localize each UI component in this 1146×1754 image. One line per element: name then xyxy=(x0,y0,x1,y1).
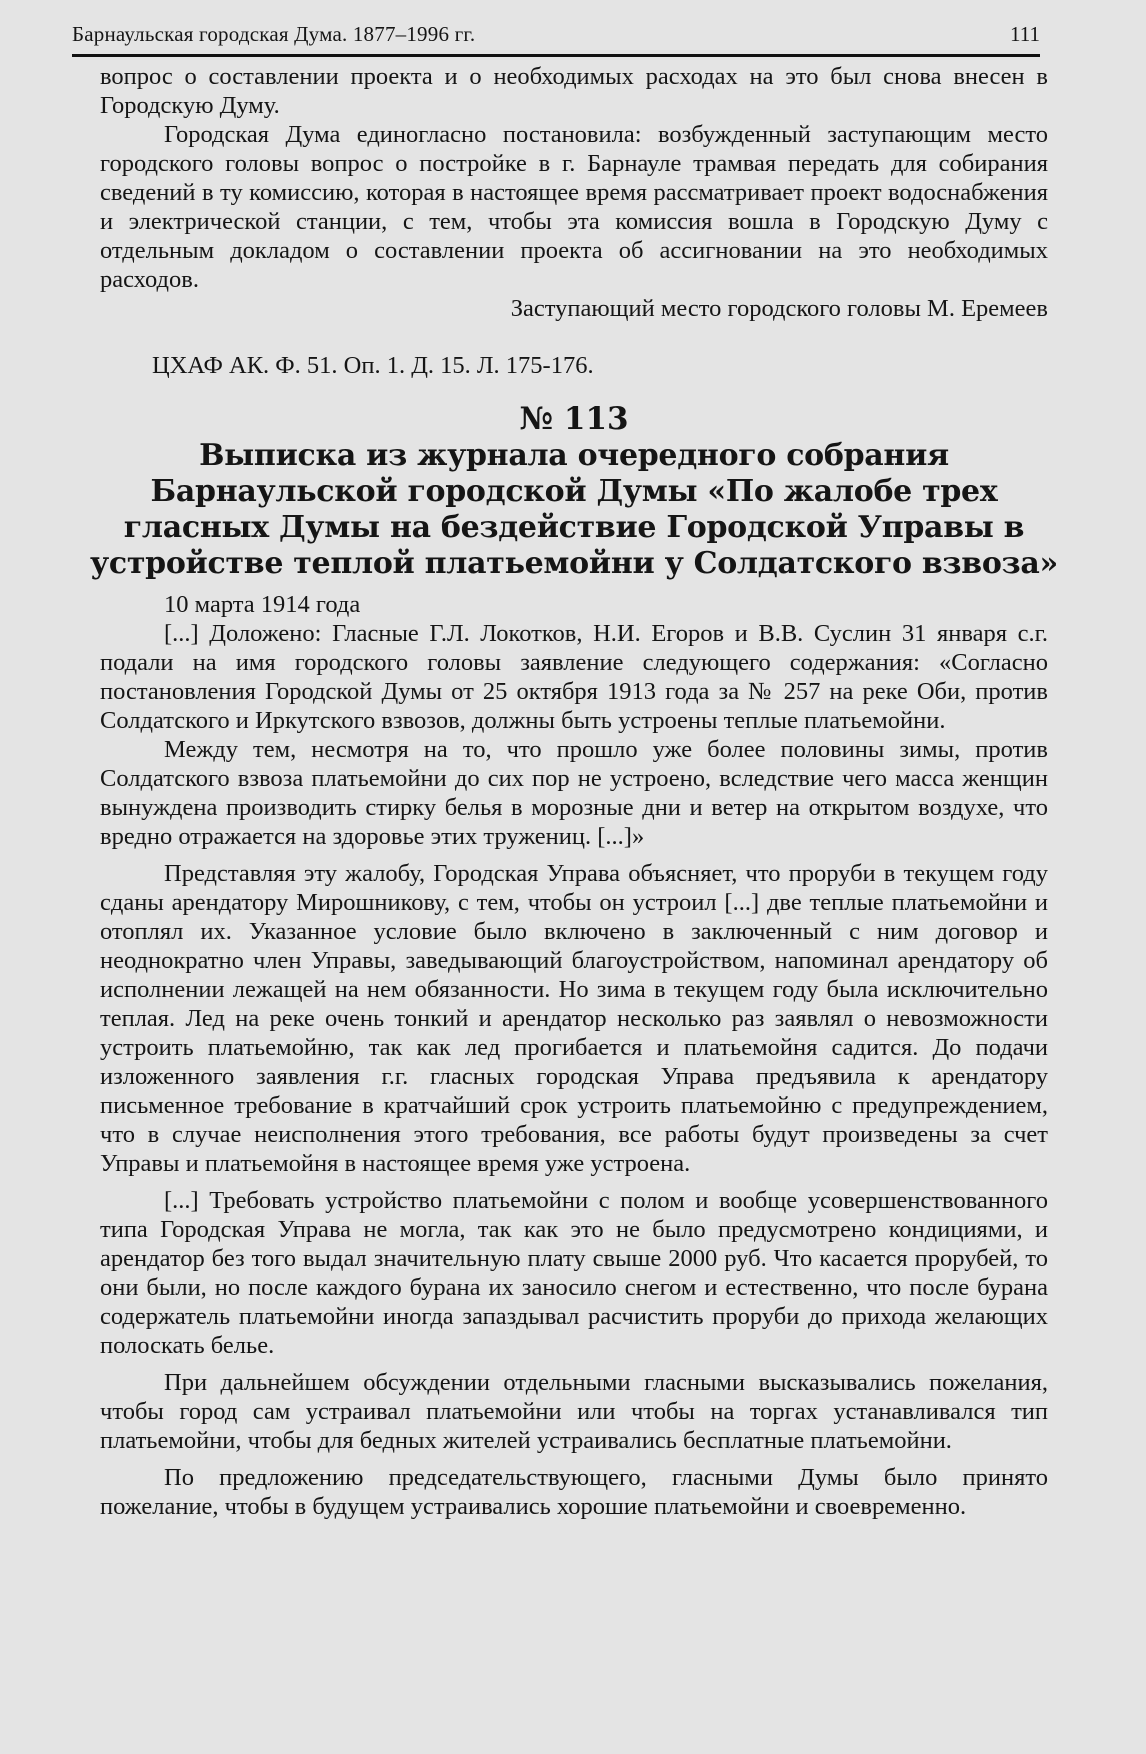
page-body xyxy=(90,62,1058,1521)
body-paragraph: Представляя эту жалобу, Городская Управа объясняет, что проруби в текущем году сданы арендатору Мирошникову, с тем, чтобы он устроил [...] две теплые платьемойни и отоплял их. Указанное условие было включено в заключенный с ним договор и неоднократно член Управы, заведывающий благоустройством, напоминал арендатору об исполнении лежащей на нем обязанности. Но зима в текущем году была исключительно теплая. Лед на реке очень тонкий и арендатор несколько раз заявлял о невозможности устроить платьемойню, так как лед прогибается и платьемойня садится. До подачи изложенного заявления г.г. гласных городская Управа предъявила к арендатору письменное требование в кратчайший срок устроить платьемойню с предупреждением, что в случае неисполнения этого требования, все работы будут произведены за счет Управы и платьемойня в настоящее время уже устроена. xyxy=(100,860,1048,1177)
body-paragraph: [...] Требовать устройство платьемойни с полом и вообще усовершенствованного типа Городская Управа не могла, так как это не было предусмотрено кондициями, и арендатор без того выдал значительную плату свыше 2000 руб. Что касается прорубей, то они были, но после каждого бурана их заносило снегом и естественно, что после бурана содержатель платьемойни иногда запаздывал расчистить проруби до прихода желающих полоскать белье. xyxy=(100,1187,1048,1359)
previous-doc-resolution: Городская Дума единогласно постановила: возбужденный заступающим место городского головы вопрос о постройке в г. Барнауле трамвая передать для собирания сведений в ту комиссию, которая в настоящее время рассматривает проект водоснабжения и электрической станции, с тем, чтобы эта комиссия вошла в Городскую Думу с отдельным докладом о составлении проекта об ассигновании на это необходимых расходов. xyxy=(100,121,1048,293)
document-number: № 113 xyxy=(519,401,629,437)
document-title: Выписка из журнала очередного собрания Барнаульской городской Думы «По жалобе трех гласных Думы на бездействие Городской Управы в устройстве теплой платьемойни у Солдатского взвоза» xyxy=(90,438,1058,581)
header-rule xyxy=(72,54,1040,57)
body-paragraph: Между тем, несмотря на то, что прошло уже более половины зимы, против Солдатского взвоза платьемойни до сих пор не устроено, вследствие чего масса женщин вынуждена производить стирку белья в морозные дни и ветер на открытом воздухе, что вредно отражается на здоровье этих тружениц. [...]» xyxy=(100,736,1048,850)
running-header xyxy=(72,22,1040,58)
archive-reference: ЦХАФ АК. Ф. 51. Оп. 1. Д. 15. Л. 175-176. xyxy=(152,352,594,379)
running-title: Барнаульская городская Дума. 1877–1996 гг. xyxy=(72,22,476,46)
body-paragraph: При дальнейшем обсуждении отдельными гласными высказывались пожелания, чтобы город сам устраивал платьемойни или чтобы на торгах устанавливался тип платьемойни, чтобы для бедных жителей устраивались бесплатные платьемойни. xyxy=(100,1369,1048,1454)
page-number: 111 xyxy=(1010,22,1040,46)
body-paragraph: [...] Доложено: Гласные Г.Л. Локотков, Н.И. Егоров и В.В. Суслин 31 января с.г. подали на имя городского головы заявление следующего содержания: «Согласно постановления Городской Думы от 25 октября 1913 года за № 257 на реке Оби, против Солдатского и Иркутского взвозов, должны быть устроены теплые платьемойни. xyxy=(100,620,1048,734)
previous-doc-signature: Заступающий место городского головы М. Еремеев xyxy=(510,295,1048,322)
body-paragraph: По предложению председательствующего, гласными Думы было принято пожелание, чтобы в будущем устраивались хорошие платьемойни и своевременно. xyxy=(100,1464,1048,1520)
document-date: 10 марта 1914 года xyxy=(164,591,361,618)
previous-doc-continuation: вопрос о составлении проекта и о необходимых расходах на это был снова внесен в Городскую Думу. xyxy=(100,63,1048,119)
